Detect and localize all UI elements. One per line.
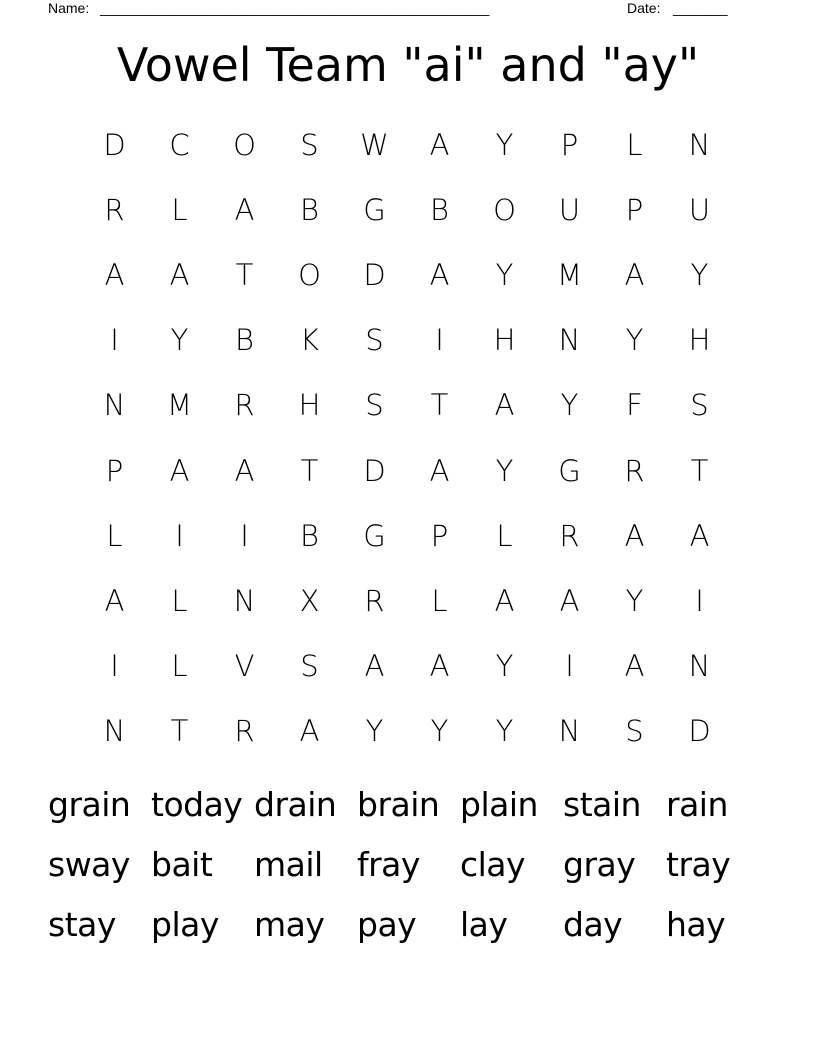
grid-letter: N bbox=[103, 388, 126, 423]
grid-letter: A bbox=[429, 453, 450, 488]
grid-letter: I bbox=[240, 518, 249, 553]
grid-letter: A bbox=[494, 388, 515, 423]
grid-letter: U bbox=[558, 192, 581, 227]
word-bank-word: clay bbox=[460, 845, 526, 884]
grid-letter: Y bbox=[560, 388, 579, 423]
grid-letter: C bbox=[169, 127, 190, 162]
word-bank-row bbox=[40, 775, 780, 835]
word-bank-word: plain bbox=[460, 785, 538, 824]
grid-letter: L bbox=[431, 583, 448, 618]
grid-letter: N bbox=[558, 714, 581, 749]
grid-letter: A bbox=[624, 518, 645, 553]
grid-row bbox=[82, 699, 732, 764]
grid-letter: T bbox=[235, 257, 254, 292]
word-bank bbox=[40, 775, 780, 955]
word-bank-row bbox=[40, 835, 780, 895]
word-bank-word: stain bbox=[563, 785, 641, 824]
word-bank-word: sway bbox=[48, 845, 130, 884]
grid-letter: A bbox=[364, 649, 385, 684]
word-bank-word: day bbox=[563, 905, 623, 944]
grid-letter: L bbox=[626, 127, 643, 162]
grid-letter: N bbox=[688, 127, 711, 162]
grid-letter: D bbox=[363, 257, 386, 292]
grid-letter: I bbox=[695, 583, 704, 618]
grid-letter: Y bbox=[625, 583, 644, 618]
word-bank-word: fray bbox=[357, 845, 420, 884]
grid-letter: Y bbox=[690, 257, 709, 292]
grid-letter: U bbox=[688, 192, 711, 227]
grid-row bbox=[82, 308, 732, 373]
grid-letter: Y bbox=[495, 127, 514, 162]
grid-letter: A bbox=[429, 649, 450, 684]
grid-letter: N bbox=[103, 714, 126, 749]
letter-grid bbox=[82, 112, 732, 764]
grid-letter: R bbox=[624, 453, 645, 488]
grid-letter: Y bbox=[495, 257, 514, 292]
grid-letter: A bbox=[429, 257, 450, 292]
grid-letter: D bbox=[688, 714, 711, 749]
grid-letter: A bbox=[429, 127, 450, 162]
grid-letter: T bbox=[300, 453, 319, 488]
grid-letter: B bbox=[430, 192, 449, 227]
word-bank-word: may bbox=[254, 905, 325, 944]
grid-letter: N bbox=[558, 323, 581, 358]
word-bank-word: mail bbox=[254, 845, 323, 884]
word-bank-word: play bbox=[151, 905, 219, 944]
word-bank-word: pay bbox=[357, 905, 417, 944]
grid-letter: I bbox=[175, 518, 184, 553]
grid-letter: S bbox=[625, 714, 644, 749]
grid-letter: P bbox=[625, 192, 644, 227]
grid-row bbox=[82, 373, 732, 438]
grid-letter: Y bbox=[170, 323, 189, 358]
grid-letter: A bbox=[494, 583, 515, 618]
word-bank-word: today bbox=[151, 785, 243, 824]
word-bank-word: stay bbox=[48, 905, 116, 944]
grid-letter: P bbox=[430, 518, 449, 553]
grid-row bbox=[82, 242, 732, 307]
grid-letter: L bbox=[171, 192, 188, 227]
grid-letter: A bbox=[234, 453, 255, 488]
word-bank-word: grain bbox=[48, 785, 131, 824]
word-bank-word: lay bbox=[460, 905, 508, 944]
grid-row bbox=[82, 634, 732, 699]
grid-letter: A bbox=[234, 192, 255, 227]
grid-letter: R bbox=[234, 388, 255, 423]
word-bank-word: brain bbox=[357, 785, 440, 824]
word-bank-word: drain bbox=[254, 785, 337, 824]
grid-letter: S bbox=[300, 127, 319, 162]
grid-letter: S bbox=[300, 649, 319, 684]
grid-letter: G bbox=[363, 518, 386, 553]
grid-letter: Y bbox=[430, 714, 449, 749]
grid-letter: G bbox=[363, 192, 386, 227]
grid-letter: B bbox=[300, 192, 319, 227]
grid-row bbox=[82, 503, 732, 568]
grid-letter: A bbox=[624, 649, 645, 684]
grid-letter: I bbox=[110, 649, 119, 684]
grid-letter: S bbox=[365, 388, 384, 423]
grid-letter: A bbox=[104, 583, 125, 618]
grid-letter: A bbox=[299, 714, 320, 749]
word-bank-row bbox=[40, 895, 780, 955]
grid-row bbox=[82, 112, 732, 177]
name-line: __________________________________________________ bbox=[100, 0, 490, 16]
grid-letter: R bbox=[104, 192, 125, 227]
grid-letter: I bbox=[435, 323, 444, 358]
grid-letter: I bbox=[110, 323, 119, 358]
grid-letter: F bbox=[626, 388, 643, 423]
grid-letter: L bbox=[171, 649, 188, 684]
grid-letter: D bbox=[103, 127, 126, 162]
grid-letter: B bbox=[300, 518, 319, 553]
grid-letter: H bbox=[493, 323, 516, 358]
grid-letter: A bbox=[104, 257, 125, 292]
grid-row bbox=[82, 568, 732, 633]
page-title: Vowel Team "ai" and "ay" bbox=[116, 38, 700, 92]
grid-letter: X bbox=[299, 583, 320, 618]
word-bank-word: bait bbox=[151, 845, 213, 884]
grid-letter: L bbox=[496, 518, 513, 553]
grid-row bbox=[82, 438, 732, 503]
grid-letter: O bbox=[233, 127, 256, 162]
grid-letter: A bbox=[624, 257, 645, 292]
date-line: _______ bbox=[673, 0, 728, 16]
word-bank-word: hay bbox=[666, 905, 726, 944]
grid-letter: H bbox=[688, 323, 711, 358]
grid-letter: M bbox=[166, 388, 193, 423]
grid-letter: L bbox=[106, 518, 123, 553]
grid-letter: O bbox=[298, 257, 321, 292]
grid-letter: Y bbox=[495, 453, 514, 488]
grid-row bbox=[82, 177, 732, 242]
grid-letter: P bbox=[560, 127, 579, 162]
date-label: Date: bbox=[627, 0, 661, 16]
grid-letter: O bbox=[493, 192, 516, 227]
grid-letter: T bbox=[170, 714, 189, 749]
grid-letter: T bbox=[430, 388, 449, 423]
grid-letter: L bbox=[171, 583, 188, 618]
grid-letter: A bbox=[559, 583, 580, 618]
grid-letter: M bbox=[556, 257, 583, 292]
grid-letter: Y bbox=[365, 714, 384, 749]
name-label: Name: bbox=[48, 0, 90, 16]
grid-letter: P bbox=[105, 453, 124, 488]
grid-letter: T bbox=[690, 453, 709, 488]
grid-letter: N bbox=[233, 583, 256, 618]
word-bank-word: tray bbox=[666, 845, 731, 884]
grid-letter: D bbox=[363, 453, 386, 488]
word-bank-word: gray bbox=[563, 845, 636, 884]
word-bank-word: rain bbox=[666, 785, 728, 824]
grid-letter: N bbox=[688, 649, 711, 684]
grid-letter: A bbox=[689, 518, 710, 553]
grid-letter: R bbox=[364, 583, 385, 618]
grid-letter: G bbox=[558, 453, 581, 488]
grid-letter: A bbox=[169, 453, 190, 488]
grid-letter: R bbox=[559, 518, 580, 553]
grid-letter: H bbox=[298, 388, 321, 423]
grid-letter: A bbox=[169, 257, 190, 292]
grid-letter: Y bbox=[495, 714, 514, 749]
grid-letter: R bbox=[234, 714, 255, 749]
grid-letter: S bbox=[690, 388, 709, 423]
grid-letter: S bbox=[365, 323, 384, 358]
grid-letter: B bbox=[235, 323, 254, 358]
grid-letter: K bbox=[299, 323, 320, 358]
grid-letter: Y bbox=[625, 323, 644, 358]
grid-letter: Y bbox=[495, 649, 514, 684]
grid-letter: I bbox=[565, 649, 574, 684]
worksheet-header bbox=[0, 0, 816, 20]
grid-letter: V bbox=[234, 649, 255, 684]
grid-letter: W bbox=[360, 127, 389, 162]
